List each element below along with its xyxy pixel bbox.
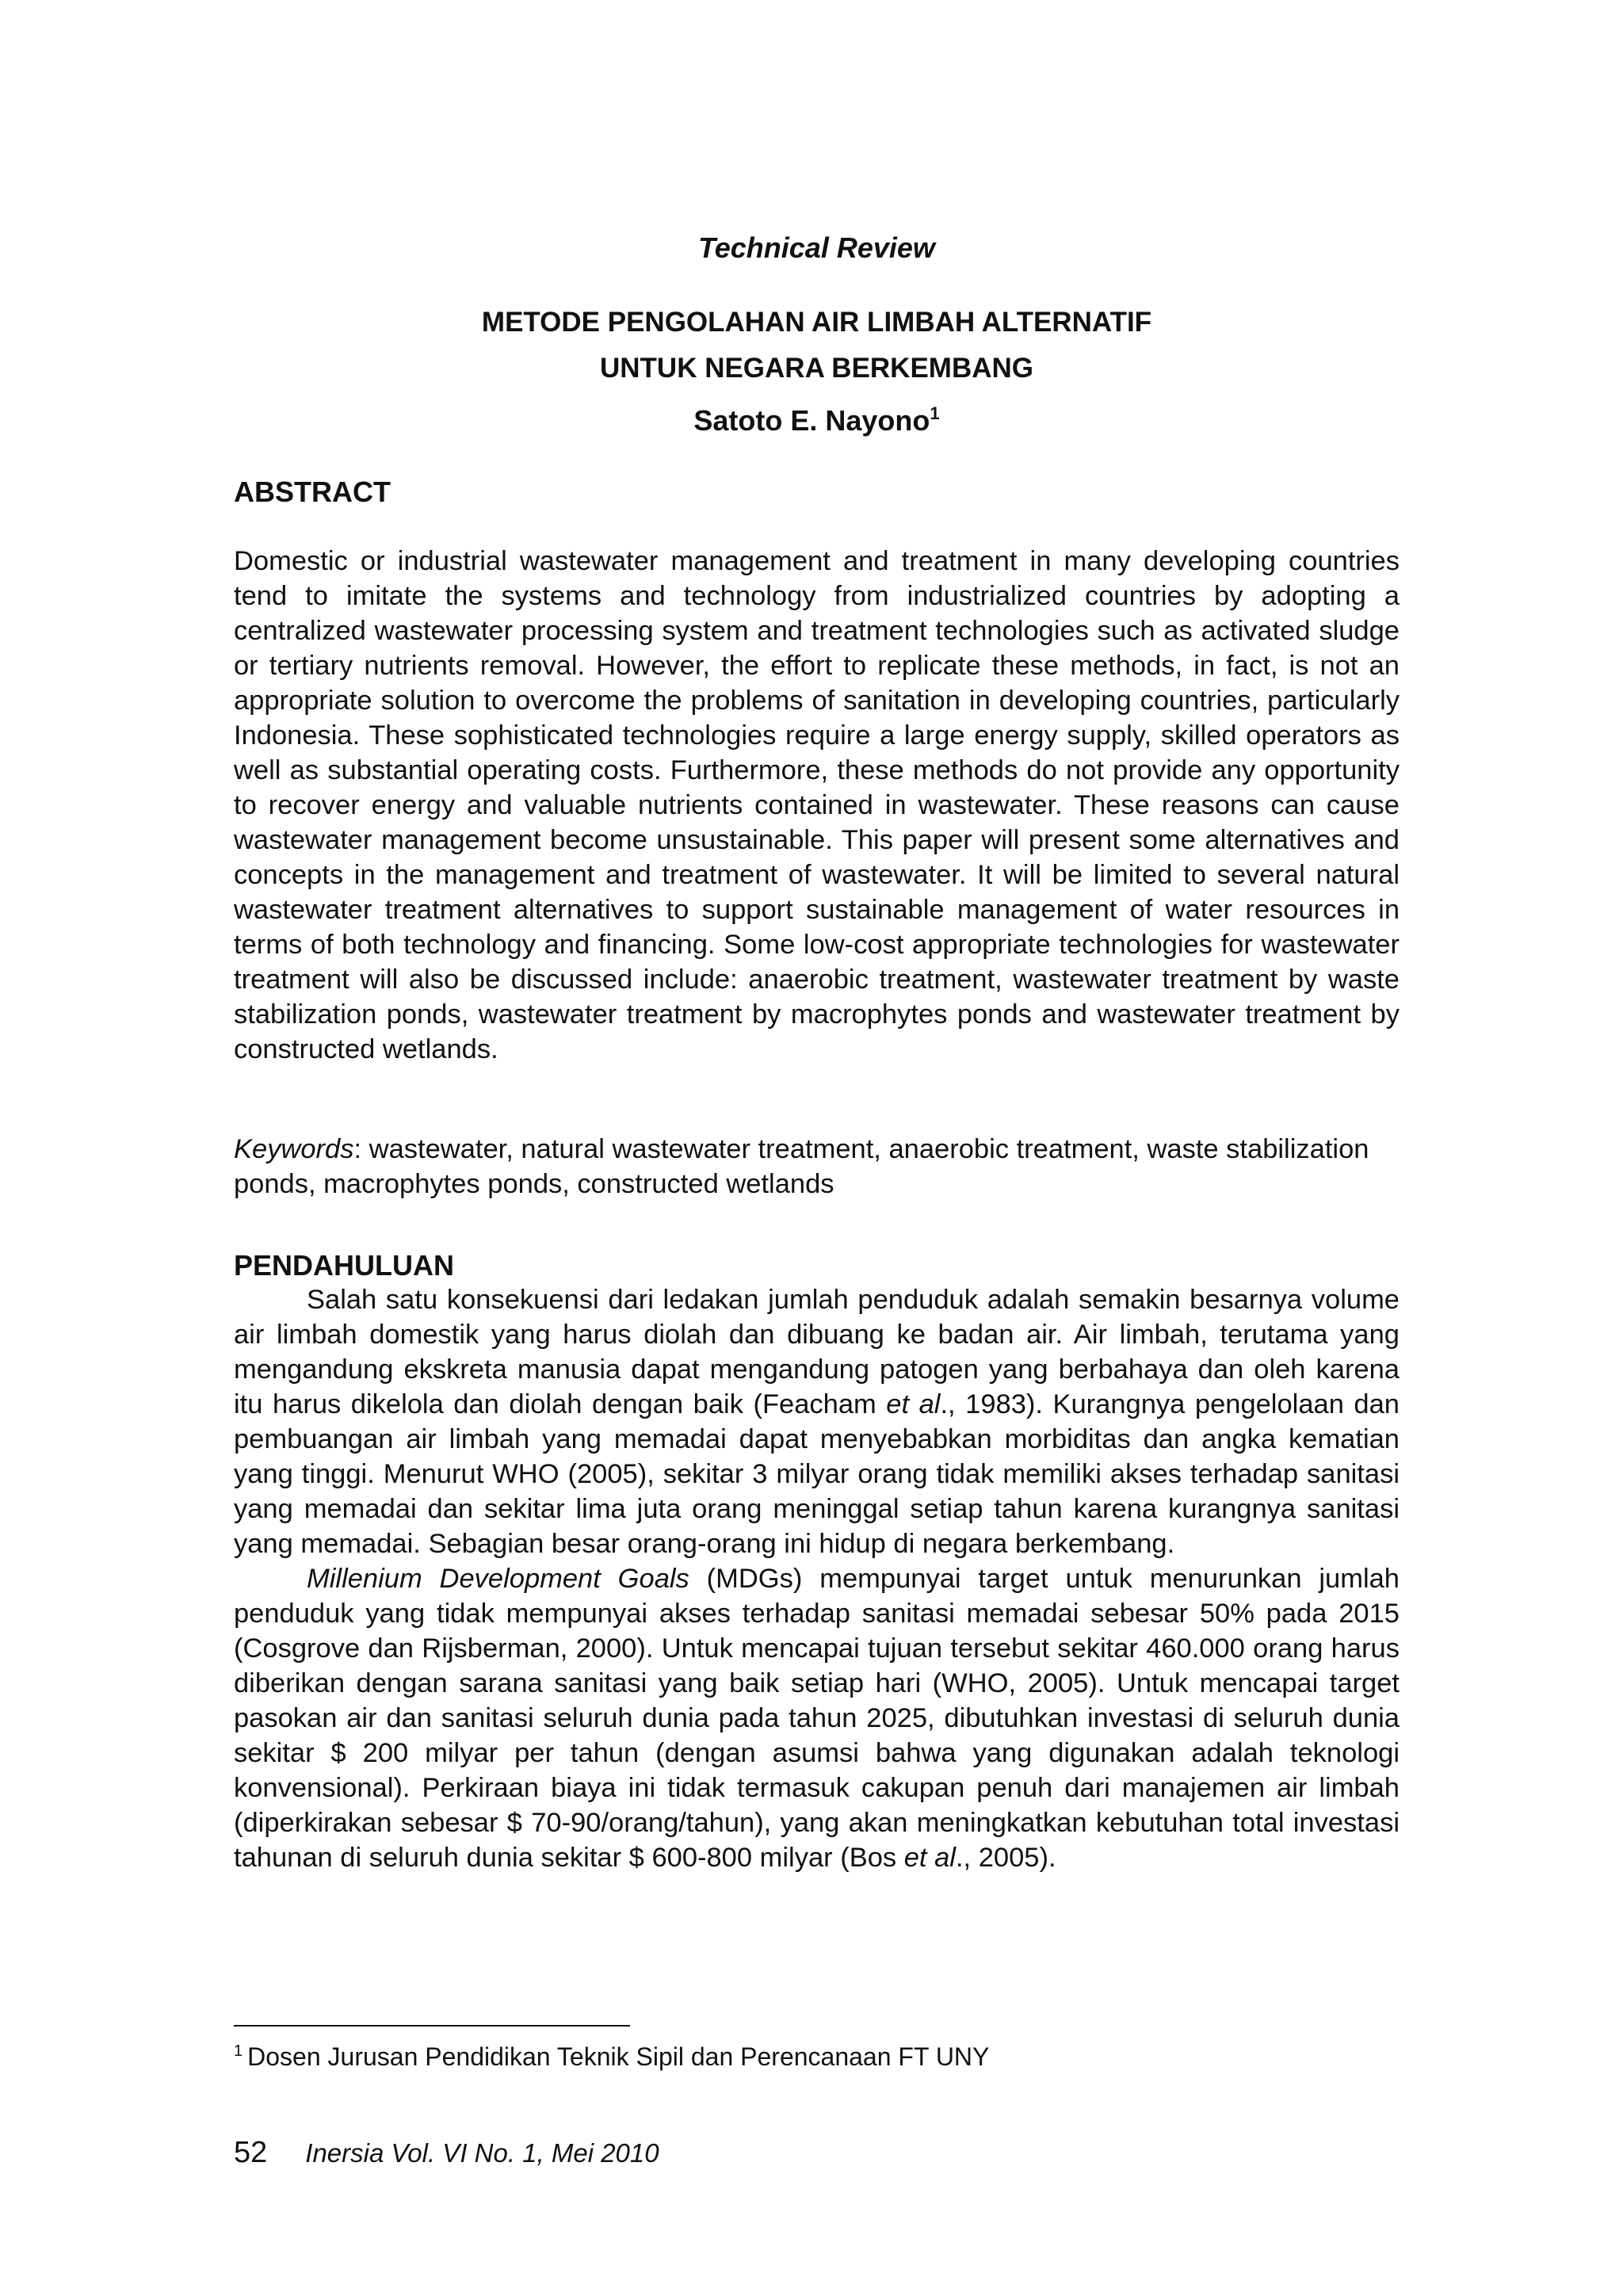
footnote-marker: 1 [234, 2042, 243, 2060]
citation-et-al: et al [903, 1843, 956, 1873]
footnote-text: Dosen Jurusan Pendidikan Teknik Sipil dan Perencanaan FT UNY [247, 2042, 990, 2071]
intro-paragraph-2-part-a: (MDGs) mempunyai target untuk menurunkan jumlah penduduk yang tidak mempunyai akses terhadap sanitasi memadai sebesar 50% pada 2015 (Cosgrove dan Rijsberman, 2000). Untuk mencapai tujuan tersebut sekitar 460.000 orang harus diberikan dengan sarana sanitasi yang baik setiap hari (WHO, 2005). Untuk mencapai target pasokan air dan sanitasi seluruh dunia pada tahun 2025, dibutuhkan investasi di seluruh dunia sekitar $ 200 milyar per tahun (dengan asumsi bahwa yang digunakan adalah teknologi konvensional). Perkiraan biaya ini tidak termasuk cakupan penuh dari manajemen air limbah (diperkirakan sebesar $ 70-90/orang/tahun), yang akan meningkatkan kebutuhan total investasi tahunan di seluruh dunia sekitar $ 600-800 milyar (Bos [234, 1564, 1400, 1873]
mdg-term: Millenium Development Goals [307, 1564, 689, 1594]
paper-title-line-2: UNTUK NEGARA BERKEMBANG [599, 353, 1034, 384]
author-footnote-marker: 1 [930, 403, 940, 423]
author-name-text: Satoto E. Nayono [693, 404, 930, 437]
footnote-divider [234, 2025, 630, 2027]
intro-paragraph-1 [234, 1282, 1400, 1561]
paper-title [234, 300, 1400, 392]
page-number: 52 [234, 2136, 268, 2169]
section-label: Technical Review [698, 231, 935, 264]
abstract-text: Domestic or industrial wastewater management and treatment in many developing countries tend to imitate the systems and technology from industrialized countries by adopting a centralized wastewater processing system and treatment technologies such as activated sludge or tertiary nutrients removal. However, the effort to replicate these methods, in fact, is not an appropriate solution to overcome the problems of sanitation in developing countries, particularly Indonesia. These sophisticated technologies require a large energy supply, skilled operators as well as substantial operating costs. Furthermore, these methods do not provide any opportunity to recover energy and valuable nutrients contained in wastewater. These reasons can cause wastewater management become unsustainable. This paper will present some alternatives and concepts in the management and treatment of wastewater. It will be limited to several natural wastewater treatment alternatives to support sustainable management of water resources in terms of both technology and financing. Some low-cost appropriate technologies for wastewater treatment will also be discussed include: anaerobic treatment, wastewater treatment by waste stabilization ponds, wastewater treatment by macrophytes ponds and wastewater treatment by constructed wetlands. [234, 546, 1400, 1064]
keywords-text: : wastewater, natural wastewater treatment, anaerobic treatment, waste stabilization ponds, macrophytes ponds, constructed wetlands [234, 1134, 1369, 1199]
citation-et-al: et al [886, 1389, 941, 1419]
intro-body [234, 1282, 1400, 1875]
intro-paragraph-2 [234, 1561, 1400, 1875]
abstract-heading: ABSTRACT [234, 476, 391, 508]
page-footer [234, 2136, 659, 2170]
intro-paragraph-1-part-a: Salah satu konsekuensi dari ledakan jumlah penduduk adalah semakin besarnya volume air limbah domestik yang harus diolah dan dibuang ke badan air. Air limbah, terutama yang mengandung ekskreta manusia dapat mengandung patogen yang berbahaya dan oleh karena itu harus dikelola dan diolah dengan baik (Feacham [234, 1285, 1400, 1419]
paper-title-line-1: METODE PENGOLAHAN AIR LIMBAH ALTERNATIF [481, 307, 1152, 338]
journal-citation: Inersia Vol. VI No. 1, Mei 2010 [305, 2138, 659, 2168]
intro-paragraph-1-part-b: ., 1983). Kurangnya pengelolaan dan pembuangan air limbah yang memadai dapat menyebabkan morbiditas dan angka kematian yang tinggi. Menurut WHO (2005), sekitar 3 milyar orang tidak memiliki akses terhadap sanitasi yang memadai dan sekitar lima juta orang meninggal setiap tahun karena kurangnya sanitasi yang memadai. Sebagian besar orang-orang ini hidup di negara berkembang. [234, 1389, 1400, 1559]
keywords-label: Keywords [234, 1134, 354, 1164]
author-name [234, 404, 1400, 437]
footnote [234, 2042, 989, 2072]
intro-heading: PENDAHULUAN [234, 1249, 454, 1282]
intro-paragraph-2-part-b: ., 2005). [955, 1843, 1056, 1873]
keywords [234, 1132, 1400, 1201]
